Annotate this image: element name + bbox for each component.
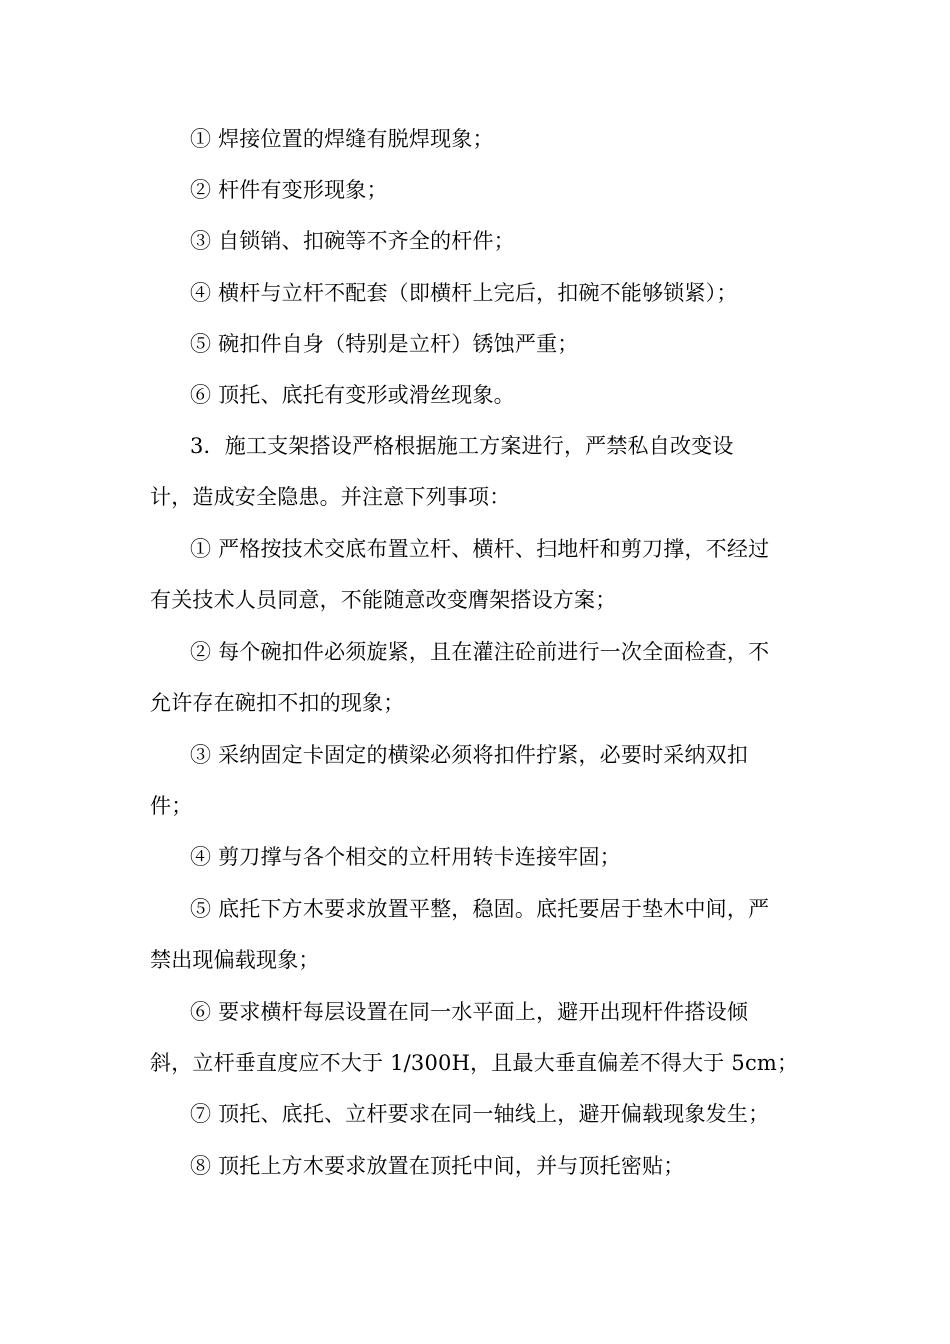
list-item-1-line-1: ① 严格按技术交底布置立杆、横杆、扫地杆和剪刀撑，不经过 [190, 537, 770, 561]
list-item-3-line-1: ③ 采纳固定卡固定的横梁必须将扣件拧紧，必要时采纳双扣 [190, 743, 749, 767]
list-item-weld-defect: ① 焊接位置的焊缝有脱焊现象； [190, 127, 494, 151]
list-item-thread-slip: ⑥ 顶托、底托有变形或滑丝现象。 [190, 383, 515, 407]
list-item-3-line-2: 件； [150, 794, 193, 818]
list-item-5-line-2: 禁出现偏载现象； [150, 948, 320, 972]
list-item-deformation: ② 杆件有变形现象； [190, 178, 388, 202]
section-3-paragraph-line-2: 计，造成安全隐患。并注意下列事项： [150, 485, 511, 509]
list-item-2-line-2: 允许存在碗扣不扣的现象； [150, 691, 405, 715]
list-item-7: ⑦ 顶托、底托、立杆要求在同一轴线上，避开偏载现象发生； [190, 1102, 770, 1126]
list-item-1-line-2: 有关技术人员同意，不能随意改变膺架搭设方案； [150, 588, 617, 612]
list-item-corrosion: ⑤ 碗扣件自身（特别是立杆）锈蚀严重； [190, 332, 579, 356]
list-item-2-line-1: ② 每个碗扣件必须旋紧，且在灌注砼前进行一次全面检查，不 [190, 640, 770, 664]
list-item-5-line-1: ⑤ 底托下方木要求放置平整，稳固。底托要居于垫木中间，严 [190, 897, 770, 921]
list-item-8: ⑧ 顶托上方木要求放置在顶托中间，并与顶托密贴； [190, 1154, 685, 1178]
list-item-4: ④ 剪刀撑与各个相交的立杆用转卡连接牢固； [190, 845, 621, 869]
section-3-paragraph-line-1: 3．施工支架搭设严格根据施工方案进行，严禁私自改变设 [190, 434, 734, 458]
list-item-incomplete-parts: ③ 自锁销、扣碗等不齐全的杆件； [190, 229, 515, 253]
list-item-6-line-1: ⑥ 要求横杆每层设置在同一水平面上，避开出现杆件搭设倾 [190, 1000, 749, 1024]
list-item-6-line-2: 斜，立杆垂直度应不大于 1/300H，且最大垂直偏差不得大于 5cm； [150, 1051, 799, 1075]
list-item-mismatch: ④ 横杆与立杆不配套（即横杆上完后，扣碗不能够锁紧）； [190, 281, 738, 305]
